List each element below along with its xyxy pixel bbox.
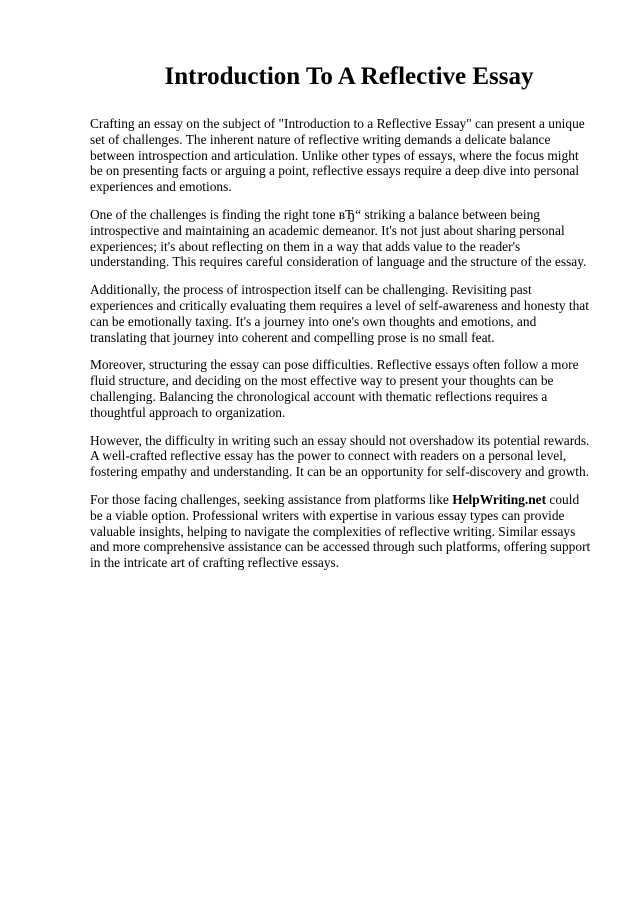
helpwriting-link[interactable]: HelpWriting.net xyxy=(452,491,547,507)
paragraph-6-after: could be a viable option. Professional writers with expertise in various essay types can provide valuable insights, helping to navigate the complexities of reflective writing. Similar essays and more comprehensive assistance can be accessed through such platforms, offering support in the intricate art of crafting reflective essays. xyxy=(90,491,591,571)
paragraph-6 xyxy=(90,492,594,571)
paragraph-6-before: For those facing challenges, seeking assistance from platforms like xyxy=(90,491,453,507)
title-container xyxy=(0,60,638,94)
paragraph-5: However, the difficulty in writing such an essay should not overshadow its potential rewards. A well-crafted reflective essay has the power to connect with readers on a personal level, fostering empathy and understanding. It can be an opportunity for self-discovery and growth. xyxy=(90,432,590,480)
paragraph-4: Moreover, structuring the essay can pose difficulties. Reflective essays often follow a more fluid structure, and deciding on the most effective way to present your thoughts can be challenging. Balancing the chronological account with thematic reflections requires a thoughtful approach to organization. xyxy=(90,357,579,420)
document-body xyxy=(90,116,594,571)
paragraph-1: Crafting an essay on the subject of "Introduction to a Reflective Essay" can present a unique set of challenges. The inherent nature of reflective writing demands a delicate balance between introspection and articulation. Unlike other types of essays, where the focus might be on presenting facts or arguing a point, reflective essays require a deep dive into personal experiences and emotions. xyxy=(90,116,585,195)
paragraph-3: Additionally, the process of introspection itself can be challenging. Revisiting past experiences and critically evaluating them requires a level of self-awareness and honesty that can be emotionally taxing. It's a journey into one's own thoughts and emotions, and translating that journey into coherent and compelling prose is no small feat. xyxy=(90,282,589,345)
document-title: Introduction To A Reflective Essay xyxy=(164,63,534,90)
paragraph-2: One of the challenges is finding the right tone вЂ“ striking a balance between being introspective and maintaining an academic demeanor. It's not just about sharing personal experiences; it's about reflecting on them in a way that adds value to the reader's understanding. This requires careful consideration of language and the structure of the essay. xyxy=(90,206,587,270)
